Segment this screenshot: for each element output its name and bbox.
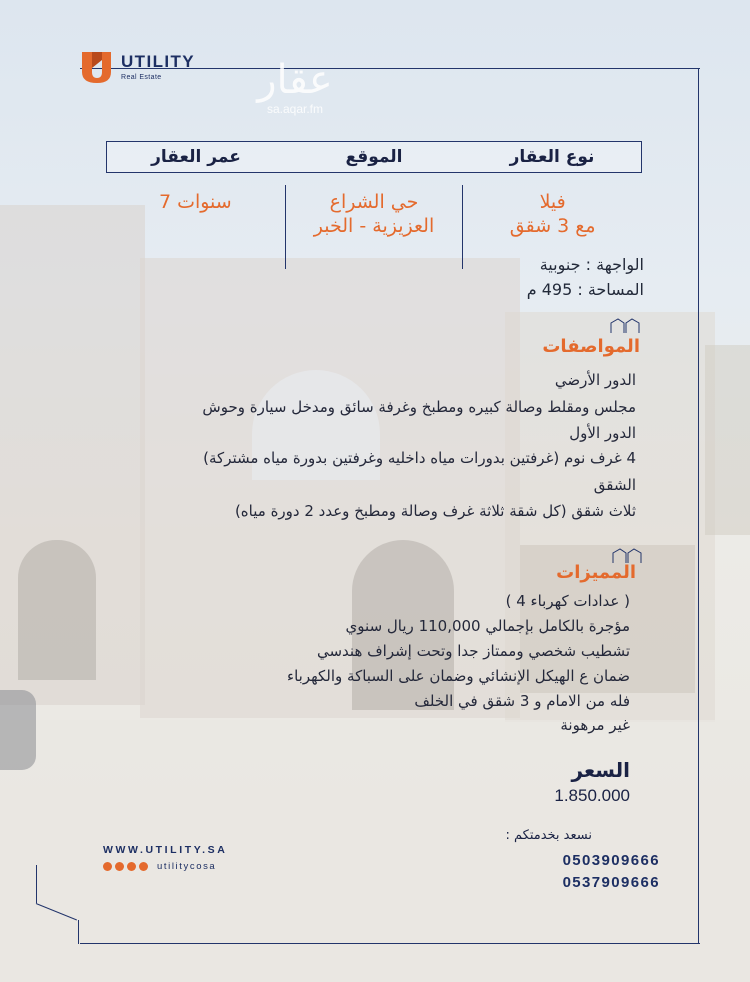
x-icon <box>139 862 148 871</box>
feature-line: غير مرهونة <box>560 716 630 734</box>
utility-logo-icon <box>80 50 113 84</box>
features-title: المميزات <box>556 562 636 583</box>
feature-line: مؤجرة بالكامل بإجمالي 110,000 ريال سنوي <box>345 617 630 635</box>
area-info: المساحة : 495 م <box>526 280 644 299</box>
brand-subtitle: Real Estate <box>121 74 162 81</box>
social-handle-row <box>103 861 216 872</box>
table-divider <box>285 185 286 269</box>
spec-line: الدور الأول <box>569 424 636 442</box>
cell-age <box>106 173 285 273</box>
table-header <box>106 141 642 173</box>
feature-line: ( عدادات كهرباء 4 ) <box>505 592 630 610</box>
facade-info: الواجهة : جنوبية <box>539 255 644 274</box>
frame-corner-line <box>78 920 79 944</box>
property-info-table <box>106 141 642 273</box>
feature-line: ضمان ع الهيكل الإنشائي وضمان على السباكة والكهرباء <box>287 667 630 685</box>
aqar-watermark <box>230 57 360 116</box>
price-label: السعر <box>571 758 630 782</box>
watermark-arabic: عقار <box>257 57 333 103</box>
spec-line: 4 غرف نوم (غرفتين بدورات مياه داخليه وغرفتين بدورة مياه مشتركة) <box>203 449 636 467</box>
header-type: نوع العقار <box>509 147 595 167</box>
watermark-url: sa.aqar.fm <box>266 102 324 116</box>
feature-line: فله من الامام و 3 شقق في الخلف <box>414 692 630 710</box>
brand-logo <box>80 50 195 84</box>
type-line-2: مع 3 شقق <box>509 215 596 237</box>
location-line-2: العزيزية - الخبر <box>313 215 435 237</box>
corner-accent-icon <box>610 318 640 334</box>
frame-line-bottom <box>80 943 700 944</box>
age-value: سنوات 7 <box>158 191 232 213</box>
parked-car <box>0 690 36 770</box>
social-handle[interactable]: utilitycosa <box>157 861 217 872</box>
brand-name: UTILITY <box>121 52 196 71</box>
spec-line: مجلس ومقلط وصالة كبيره ومطبخ وغرفة سائق ومدخل سيارة وحوش <box>202 398 636 416</box>
header-location: الموقع <box>345 147 403 167</box>
feature-line: تشطيب شخصي وممتاز جدا وتحت إشراف هندسي <box>316 642 630 660</box>
neighbor-building-right <box>705 345 750 535</box>
price-value: 1.850.000 <box>554 786 630 805</box>
side-gate <box>18 540 96 680</box>
contact-label: نسعد بخدمتكم : <box>505 828 592 843</box>
spec-line: ثلاث شقق (كل شقة ثلاثة غرف وصالة ومطبخ وعدد 2 دورة مياه) <box>234 502 636 520</box>
header-age: عمر العقار <box>151 147 241 167</box>
frame-corner-line <box>36 865 37 903</box>
spec-line: الشقق <box>593 476 636 494</box>
specs-title: المواصفات <box>542 336 640 357</box>
type-line-1: فيلا <box>539 191 566 213</box>
phone-number[interactable]: 0537909666 <box>562 874 660 891</box>
tiktok-icon <box>127 862 136 871</box>
cell-location <box>285 173 464 273</box>
snapchat-icon <box>115 862 124 871</box>
spec-line: الدور الأرضي <box>554 371 636 389</box>
website-link[interactable]: WWW.UTILITY.SA <box>103 844 228 856</box>
phone-number[interactable]: 0503909666 <box>562 852 660 869</box>
frame-line-right <box>698 68 699 944</box>
instagram-icon <box>103 862 112 871</box>
location-line-1: حي الشراع <box>329 191 419 213</box>
